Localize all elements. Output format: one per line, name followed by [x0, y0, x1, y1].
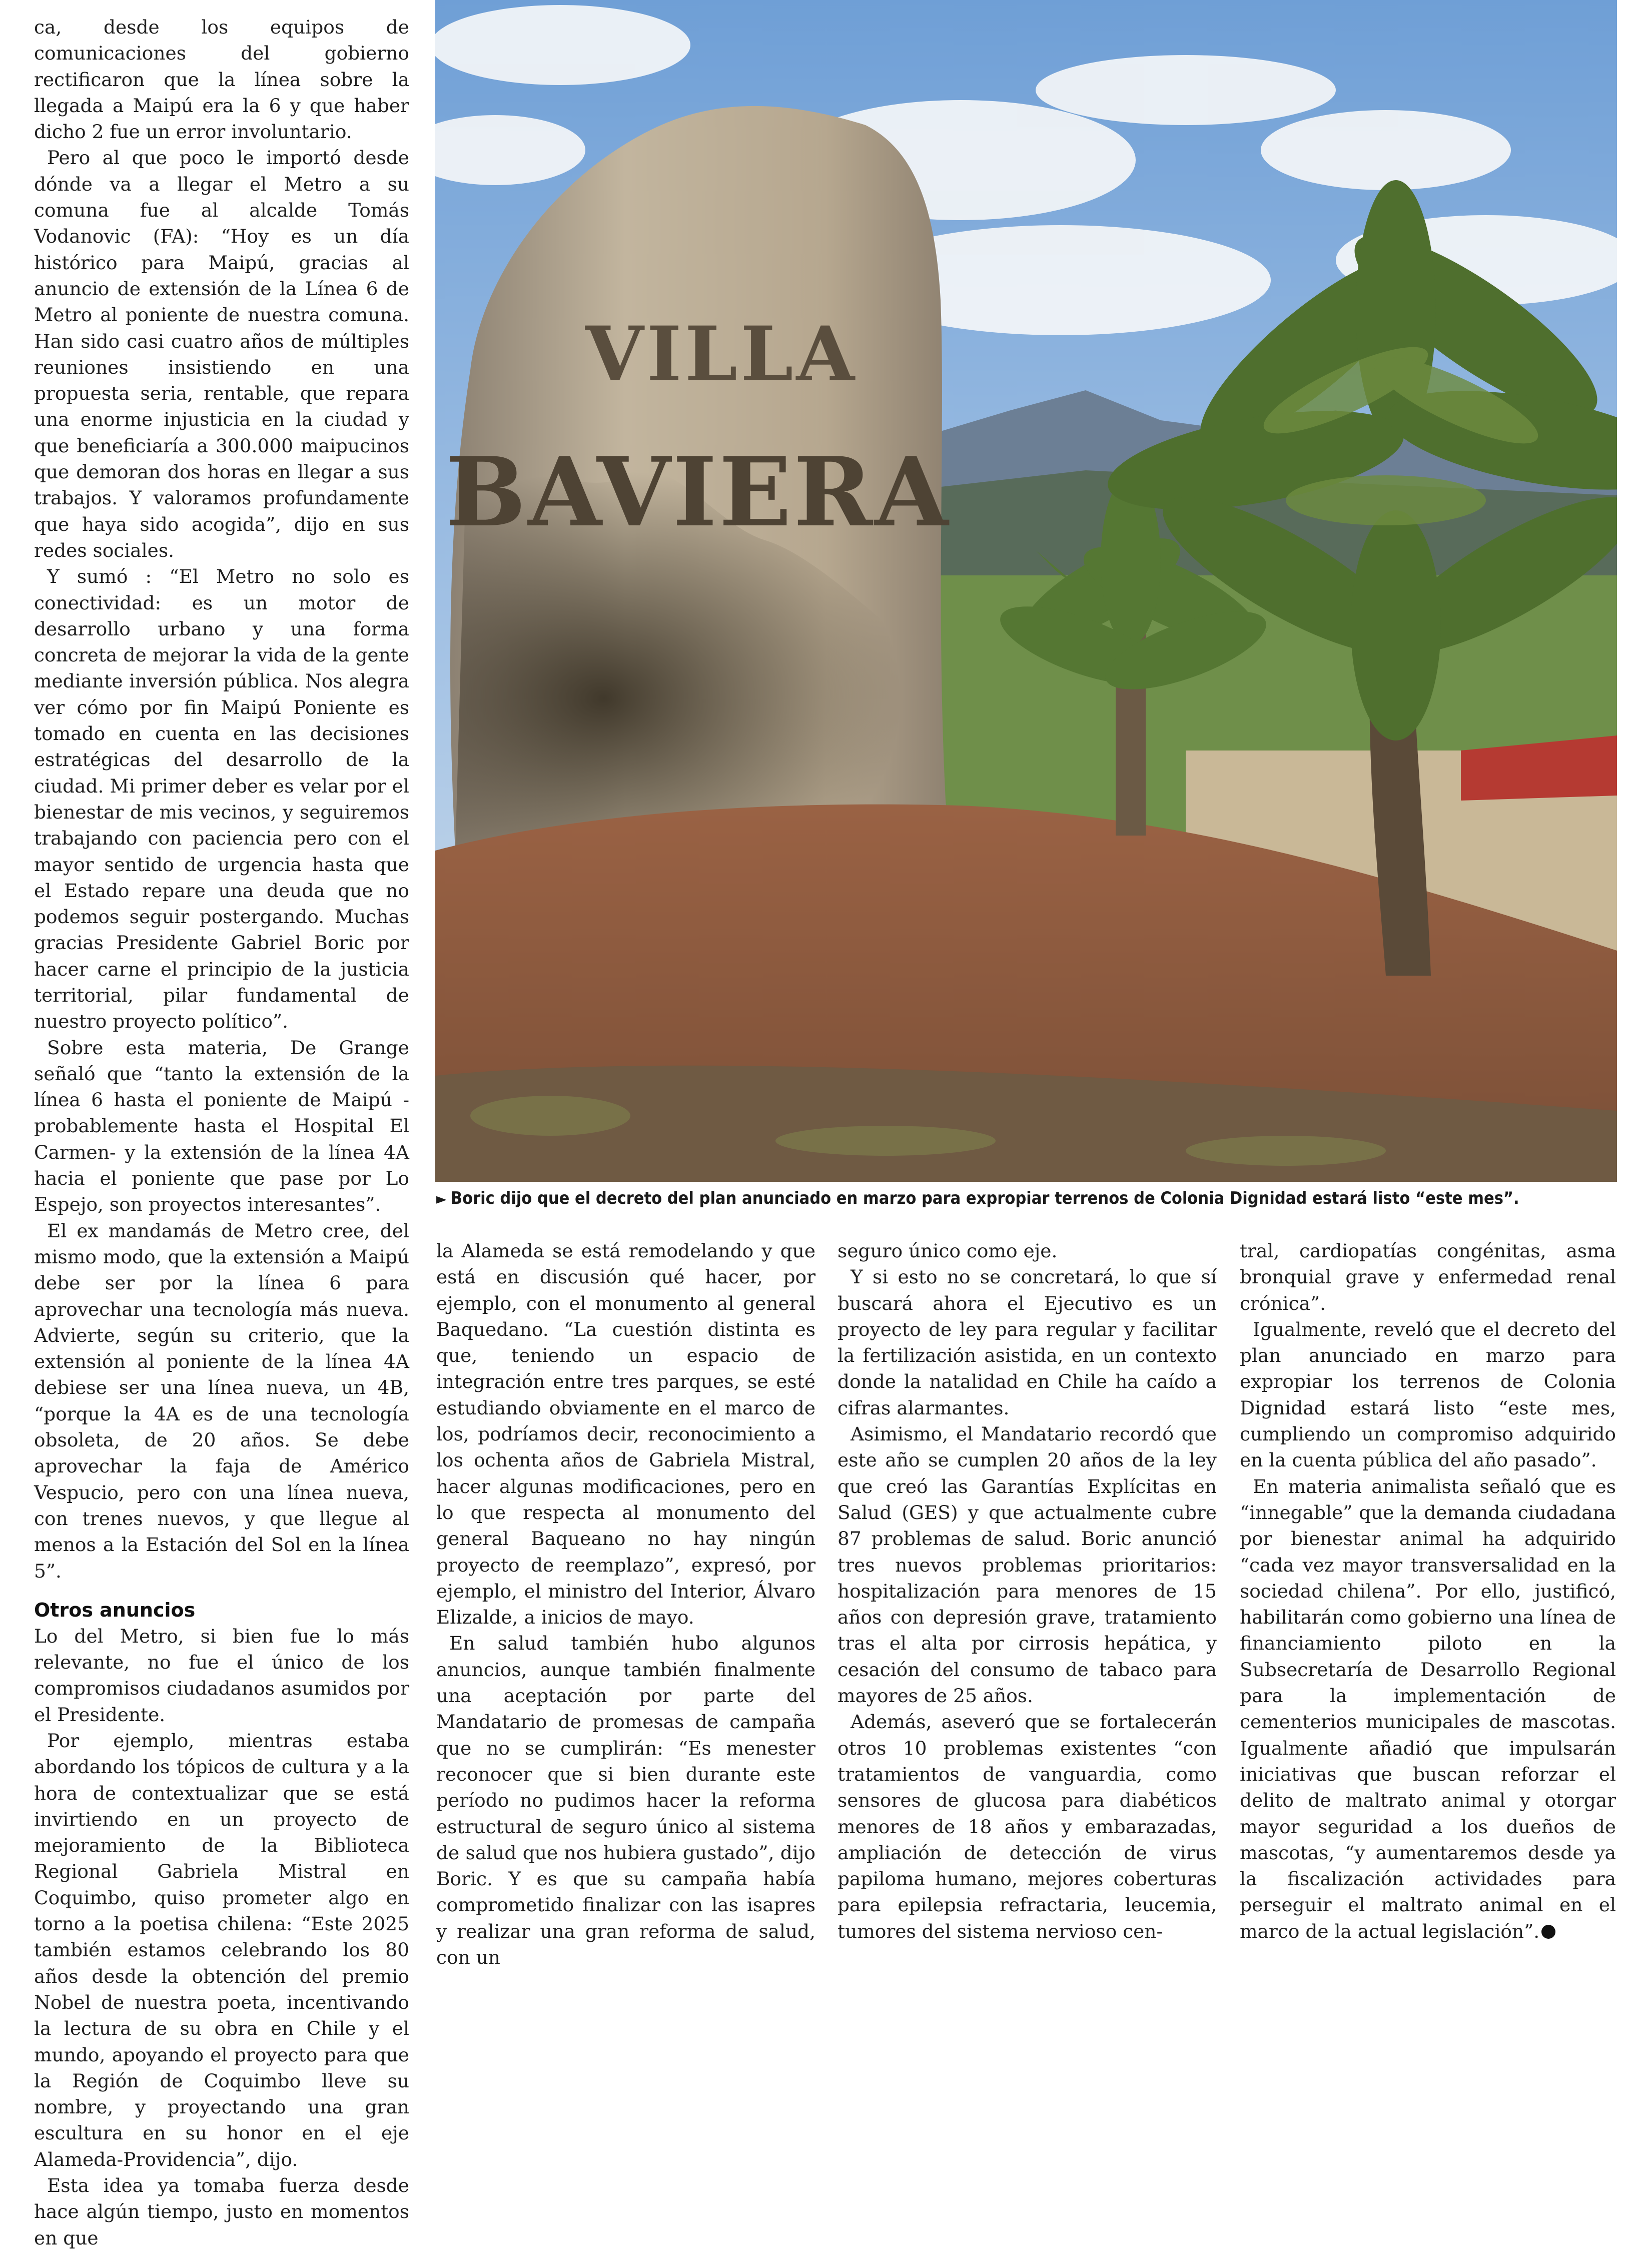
paragraph: Pero al que poco le importó desde dónde va a llegar el Metro a su comuna fue al alcalde Tomás Vodanovic (FA): “Hoy es un día histórico para Maipú, gracias al anuncio de extensión de la Línea 6 de Metro al poniente de nuestra comuna. Han sido casi cuatro años de múltiples reuniones insistiendo en una propuesta seria, rentable, que repara una enorme injusticia en la ciudad y que beneficiaría a 300.000 maipucinos que demoran dos horas en llegar a sus trabajos. Y valoramos profundamente que haya sido acogida”, dijo en sus redes sociales.: [34, 147, 409, 561]
stone-text-baviera: BAVIERA: [445, 436, 951, 548]
paragraph: tral, cardiopatías congénitas, asma bronquial grave y enfermedad renal crónica”.: [1240, 1240, 1616, 1314]
villa-baviera-photo: [435, 0, 1617, 1182]
paragraph: Asimismo, el Mandatario recordó que este año se cumplen 20 años de la ley que creó las Garantías Explícitas en Salud (GES) y que actualmente cubre 87 problemas de salud. Boric anunció tres nuevos problemas prioritarios: hospitalización para menores de 15 años con depresión grave, tratamiento tras el alta por cirrosis hepática, y cesación del consumo de tabaco para mayores de 25 años.: [838, 1423, 1217, 1707]
stone-text-villa: VILLA: [585, 310, 858, 398]
paragraph: ca, desde los equipos de comunicaciones del gobierno rectificaron que la línea sobre la llegada a Maipú era la 6 y que haber dicho 2 fue un error involuntario.: [34, 16, 409, 143]
paragraph: Y si esto no se concretará, lo que sí buscará ahora el Ejecutivo es un proyecto de ley para regular y facilitar la fertilización asistida, en un contexto donde la natalidad en Chile ha caído a cifras alarmantes.: [838, 1266, 1217, 1419]
photo-caption: [436, 1186, 1617, 1212]
paragraph: Por ejemplo, mientras estaba abordando los tópicos de cultura y a la hora de contextualizar que se está invirtiendo en un proyecto de mejoramiento de la Biblioteca Regional Gabriela Mistral en Coquimbo, quiso prometer algo en torno a la poetisa chilena: “Este 2025 también estamos celebrando los 80 años desde la obtención del premio Nobel de nuestra poeta, incentivando la lectura de su obra en Chile y el mundo, apoyando el proyecto para que la Región de Coquimbo lleve su nombre, y proyectando una gran escultura en su honor en el eje Alameda-Providencia”, dijo.: [34, 1730, 409, 2170]
paragraph: Lo del Metro, si bien fue lo más relevante, no fue el único de los compromisos ciudadanos asumidos por el Presidente.: [34, 1625, 409, 1726]
paragraph: En salud también hubo algunos anuncios, aunque también finalmente una aceptación por parte del Mandatario de promesas de campaña que no se cumplirán: “Es menester reconocer que si bien durante este período no pudimos hacer la reforma estructural de seguro único al sistema de salud que nos hubiera gustado”, dijo Boric. Y es que su campaña había comprometido finalizar con las isapres y realizar una gran reforma de salud, con un: [436, 1632, 815, 1969]
article-photo: [435, 0, 1617, 1182]
paragraph: Esta idea ya tomaba fuerza desde hace algún tiempo, justo en momentos en que: [34, 2174, 409, 2249]
paragraph: la Alameda se está remodelando y que está en discusión qué hacer, por ejemplo, con el monumento al general Baquedano. “La cuestión distinta es que, teniendo un espacio de integración entre tres parques, se esté estudiando obviamente en el marco de los, podríamos decir, reconocimiento a los ochenta años de Gabriela Mistral, hacer algunas modificaciones, pero en lo que respecta al monumento del general Baqueano no hay ningún proyecto de reemplazo”, expresó, por ejemplo, el ministro del Interior, Álvaro Elizalde, a inicios de mayo.: [436, 1240, 815, 1629]
paragraph: seguro único como eje.: [838, 1240, 1058, 1262]
caption-marker-icon: ►: [436, 1190, 447, 1208]
paragraph: Y sumó : “El Metro no solo es conectividad: es un motor de desarrollo urbano y una forma concreta de mejorar la vida de la gente mediante inversión pública. Nos alegra ver cómo por fin Maipú Poniente es tomado en cuenta en las decisiones estratégicas del desarrollo de la ciudad. Mi primer deber es velar por el bienestar de mis vecinos, y seguiremos trabajando con paciencia pero con el mayor sentido de urgencia hasta que el Estado repare una deuda que no podemos seguir postergando. Muchas gracias Presidente Gabriel Boric por hacer carne el principio de la justicia territorial, pilar fundamental de nuestro proyecto político”.: [34, 565, 409, 1033]
article-column-1: [34, 14, 409, 2251]
caption-text: Boric dijo que el decreto del plan anunciado en marzo para expropiar terrenos de Colonia Dignidad estará listo “este mes”.: [450, 1188, 1519, 1208]
article-column-2: [436, 1238, 815, 1970]
paragraph: El ex mandamás de Metro cree, del mismo modo, que la extensión a Maipú debe ser por la línea 6 para aprovechar una tecnología más nueva. Advierte, según su criterio, que la extensión al poniente de la línea 4A debiese ser una línea nueva, un 4B, “porque la 4A es de una tecnología obsoleta, de 20 años. Se debe aprovechar la faja de Américo Vespucio, pero con una línea nueva, con trenes nuevos, y que llegue al menos a la Estación del Sol en la línea 5”.: [34, 1219, 409, 1582]
article-column-3: [838, 1238, 1217, 1944]
paragraph: [1240, 1473, 1616, 1944]
paragraph-text: En materia animalista señaló que es “innegable” que la demanda ciudadana por bienestar animal ha adquirido “cada vez mayor transversalidad en la sociedad chilena”. Por ello, justificó, habilitarán como gobierno una línea de financiamiento piloto en la Subsecretaría de Desarrollo Regional para la implementación de cementerios municipales de mascotas. Igualmente añadió que impulsarán iniciativas que buscan reforzar el delito de maltrato animal y otorgar mayor seguridad a los dueños de mascotas, “y aumentaremos desde ya la fiscalización actividades para perseguir el maltrato animal en el marco de la actual legislación”.: [1240, 1475, 1616, 1942]
paragraph: Además, aseveró que se fortalecerán otros 10 problemas existentes “con tratamientos de vanguardia, como sensores de glucosa para diabéticos menores de 18 años y embarazadas, ampliación de detección de virus papiloma humano, mejores coberturas para epilepsia refractaria, leucemia, tumores del sistema nervioso cen-: [838, 1711, 1217, 1942]
section-subheading: Otros anuncios: [34, 1599, 196, 1621]
paragraph: Igualmente, reveló que el decreto del plan anunciado en marzo para expropiar los terrenos de Colonia Dignidad estará listo “este mes, cumpliendo un compromiso adquirido en la cuenta pública del año pasado”.: [1240, 1318, 1616, 1471]
end-of-article-icon: [1541, 1925, 1555, 1939]
article-column-4: [1240, 1238, 1616, 1944]
paragraph: Sobre esta materia, De Grange señaló que “tanto la extensión de la línea 6 hasta el poniente de Maipú -probablemente hasta el Hospital El Carmen- y la extensión de la línea 4A hacia el poniente que pase por Lo Espejo, son proyectos interesantes”.: [34, 1036, 409, 1216]
